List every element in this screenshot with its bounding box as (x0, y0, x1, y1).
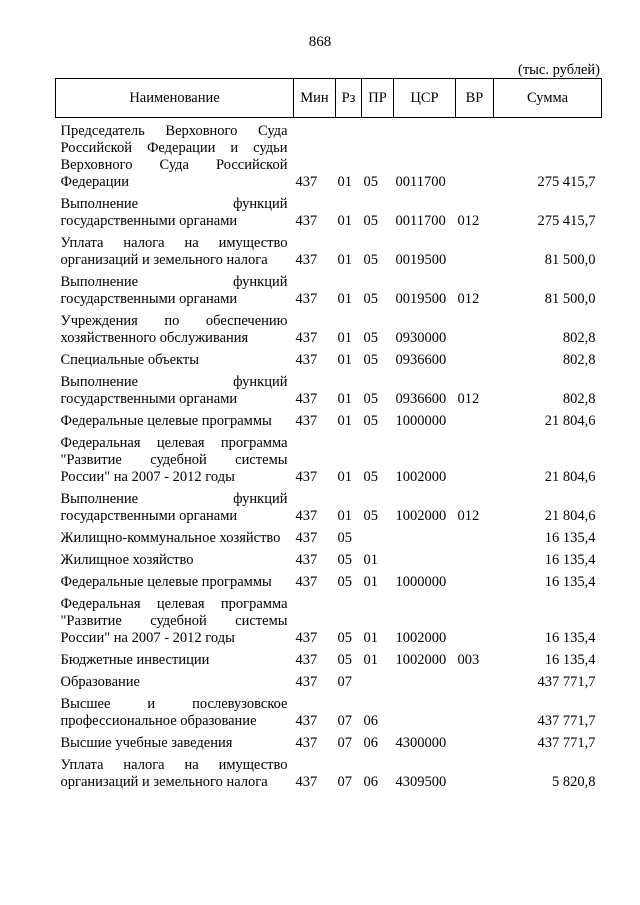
budget-table (55, 78, 602, 793)
row-name: Уплата налога на имущество организаций и земельного налога (60, 235, 288, 268)
row-csr: 0936600 (395, 352, 447, 368)
row-csr: 0011700 (395, 213, 446, 229)
row-pr: 06 (363, 735, 378, 751)
table-row (56, 410, 602, 432)
table-row (56, 593, 602, 649)
table-row (56, 488, 602, 527)
row-csr: 1000000 (395, 413, 447, 429)
row-name: Федеральная целевая программа "Развитие судебной системы России" на 2007 - 2012 годы (60, 596, 288, 646)
row-vr (456, 549, 494, 571)
row-csr: 4309500 (395, 774, 447, 790)
row-csr: 1002000 (395, 469, 447, 485)
row-sum: 21 804,6 (544, 413, 596, 429)
row-name: Выполнение функций государственными органами (60, 374, 288, 407)
row-sum: 802,8 (562, 352, 596, 368)
row-pr: 05 (363, 469, 378, 485)
row-vr (456, 349, 494, 371)
row-name: Жилищное хозяйство (60, 552, 194, 568)
row-vr (456, 732, 494, 754)
row-min: 437 (295, 352, 318, 368)
row-min: 437 (295, 674, 318, 690)
row-rz: 01 (337, 508, 352, 524)
table-row (56, 232, 602, 271)
row-vr (456, 593, 494, 649)
row-min: 437 (295, 213, 318, 229)
row-name: Выполнение функций государственными органами (60, 491, 288, 524)
row-rz: 05 (337, 574, 352, 590)
row-name: Выполнение функций государственными органами (60, 196, 288, 229)
row-sum: 81 500,0 (544, 291, 596, 307)
table-row (56, 349, 602, 371)
row-vr (456, 571, 494, 593)
header-name: Наименование (56, 79, 294, 118)
row-name: Учреждения по обеспечению хозяйственного обслуживания (60, 313, 288, 346)
row-pr: 05 (363, 174, 378, 190)
row-sum: 437 771,7 (537, 713, 596, 729)
row-csr: 0936600 (395, 391, 447, 407)
row-min: 437 (295, 713, 318, 729)
row-sum: 16 135,4 (544, 630, 596, 646)
table-row (56, 527, 602, 549)
row-name: Выполнение функций государственными органами (60, 274, 288, 307)
header-min: Мин (294, 79, 336, 118)
row-name: Специальные объекты (60, 352, 199, 368)
row-vr: 003 (457, 652, 480, 668)
row-vr (456, 310, 494, 349)
row-csr: 1000000 (395, 574, 447, 590)
row-sum: 16 135,4 (544, 552, 596, 568)
table-row (56, 118, 602, 194)
row-pr: 06 (363, 713, 378, 729)
row-min: 437 (295, 552, 318, 568)
row-pr: 05 (363, 413, 378, 429)
row-pr (362, 527, 394, 549)
row-sum: 275 415,7 (537, 174, 596, 190)
row-pr: 01 (363, 630, 378, 646)
table-header-row (56, 79, 602, 118)
row-min: 437 (295, 469, 318, 485)
row-name: Жилищно-коммунальное хозяйство (60, 530, 281, 546)
row-pr: 05 (363, 508, 378, 524)
row-min: 437 (295, 652, 318, 668)
row-name: Бюджетные инвестиции (60, 652, 210, 668)
table-row (56, 193, 602, 232)
row-pr: 05 (363, 330, 378, 346)
row-pr: 06 (363, 774, 378, 790)
row-min: 437 (295, 330, 318, 346)
row-vr: 012 (457, 291, 480, 307)
units-label: (тыс. рублей) (518, 62, 600, 78)
row-rz: 05 (337, 630, 352, 646)
row-vr: 012 (457, 213, 480, 229)
row-sum: 16 135,4 (544, 652, 596, 668)
table-row (56, 549, 602, 571)
row-name: Уплата налога на имущество организаций и земельного налога (60, 757, 288, 790)
row-sum: 437 771,7 (537, 735, 596, 751)
row-rz: 05 (337, 530, 352, 546)
row-vr (456, 118, 494, 194)
row-vr: 012 (457, 508, 480, 524)
header-csr: ЦСР (394, 79, 456, 118)
row-vr (456, 432, 494, 488)
row-rz: 01 (337, 291, 352, 307)
row-csr: 1002000 (395, 630, 447, 646)
row-csr (394, 527, 456, 549)
row-csr: 0019500 (395, 291, 447, 307)
row-min: 437 (295, 174, 318, 190)
row-min: 437 (295, 291, 318, 307)
row-pr: 05 (363, 213, 378, 229)
row-csr (394, 671, 456, 693)
row-pr: 05 (363, 252, 378, 268)
row-rz: 01 (337, 391, 352, 407)
row-rz: 07 (337, 713, 352, 729)
row-pr: 05 (363, 291, 378, 307)
row-pr: 01 (363, 652, 378, 668)
table-row (56, 671, 602, 693)
row-sum: 802,8 (562, 391, 596, 407)
row-rz: 05 (337, 652, 352, 668)
table-row (56, 571, 602, 593)
row-name: Федеральные целевые программы (60, 574, 272, 590)
row-pr (362, 671, 394, 693)
table-row (56, 732, 602, 754)
table-row (56, 371, 602, 410)
row-min: 437 (295, 413, 318, 429)
row-min: 437 (295, 630, 318, 646)
table-row (56, 754, 602, 793)
row-name: Федеральные целевые программы (60, 413, 272, 429)
row-sum: 275 415,7 (537, 213, 596, 229)
row-min: 437 (295, 391, 318, 407)
row-sum: 437 771,7 (537, 674, 596, 690)
row-pr: 05 (363, 352, 378, 368)
row-csr: 0011700 (395, 174, 446, 190)
header-rz: Рз (336, 79, 362, 118)
row-min: 437 (295, 508, 318, 524)
row-csr: 4300000 (395, 735, 447, 751)
row-rz: 07 (337, 774, 352, 790)
row-min: 437 (295, 574, 318, 590)
row-rz: 01 (337, 213, 352, 229)
row-name: Председатель Верховного Суда Российской Федерации и судьи Верховного Суда Российской Федерации (60, 123, 288, 190)
table-row (56, 432, 602, 488)
table-row (56, 693, 602, 732)
row-name: Федеральная целевая программа "Развитие судебной системы России" на 2007 - 2012 годы (60, 435, 288, 485)
row-pr: 05 (363, 391, 378, 407)
header-vr: ВР (456, 79, 494, 118)
row-min: 437 (295, 252, 318, 268)
row-name: Высшие учебные заведения (60, 735, 233, 751)
row-sum: 21 804,6 (544, 469, 596, 485)
row-pr: 01 (363, 574, 378, 590)
header-pr: ПР (362, 79, 394, 118)
row-csr: 1002000 (395, 652, 447, 668)
row-rz: 05 (337, 552, 352, 568)
row-sum: 16 135,4 (544, 530, 596, 546)
row-vr (456, 527, 494, 549)
header-sum: Сумма (494, 79, 602, 118)
row-rz: 07 (337, 735, 352, 751)
row-csr: 0019500 (395, 252, 447, 268)
row-vr (456, 754, 494, 793)
row-csr: 1002000 (395, 508, 447, 524)
row-vr (456, 410, 494, 432)
table-row (56, 271, 602, 310)
row-rz: 07 (337, 674, 352, 690)
row-rz: 01 (337, 174, 352, 190)
page-number: 868 (308, 34, 332, 50)
row-rz: 01 (337, 413, 352, 429)
row-sum: 802,8 (562, 330, 596, 346)
row-vr: 012 (457, 391, 480, 407)
table-row (56, 649, 602, 671)
row-name: Образование (60, 674, 140, 690)
row-min: 437 (295, 774, 318, 790)
row-sum: 21 804,6 (544, 508, 596, 524)
row-csr (394, 693, 456, 732)
row-name: Высшее и послевузовское профессиональное образование (60, 696, 288, 729)
row-csr: 0930000 (395, 330, 447, 346)
row-sum: 16 135,4 (544, 574, 596, 590)
row-vr (456, 693, 494, 732)
row-rz: 01 (337, 469, 352, 485)
row-sum: 81 500,0 (544, 252, 596, 268)
row-vr (456, 232, 494, 271)
row-sum: 5 820,8 (552, 774, 596, 790)
row-rz: 01 (337, 352, 352, 368)
row-vr (456, 671, 494, 693)
row-min: 437 (295, 530, 318, 546)
table-row (56, 310, 602, 349)
row-rz: 01 (337, 252, 352, 268)
row-rz: 01 (337, 330, 352, 346)
row-pr: 01 (363, 552, 378, 568)
row-min: 437 (295, 735, 318, 751)
row-csr (394, 549, 456, 571)
